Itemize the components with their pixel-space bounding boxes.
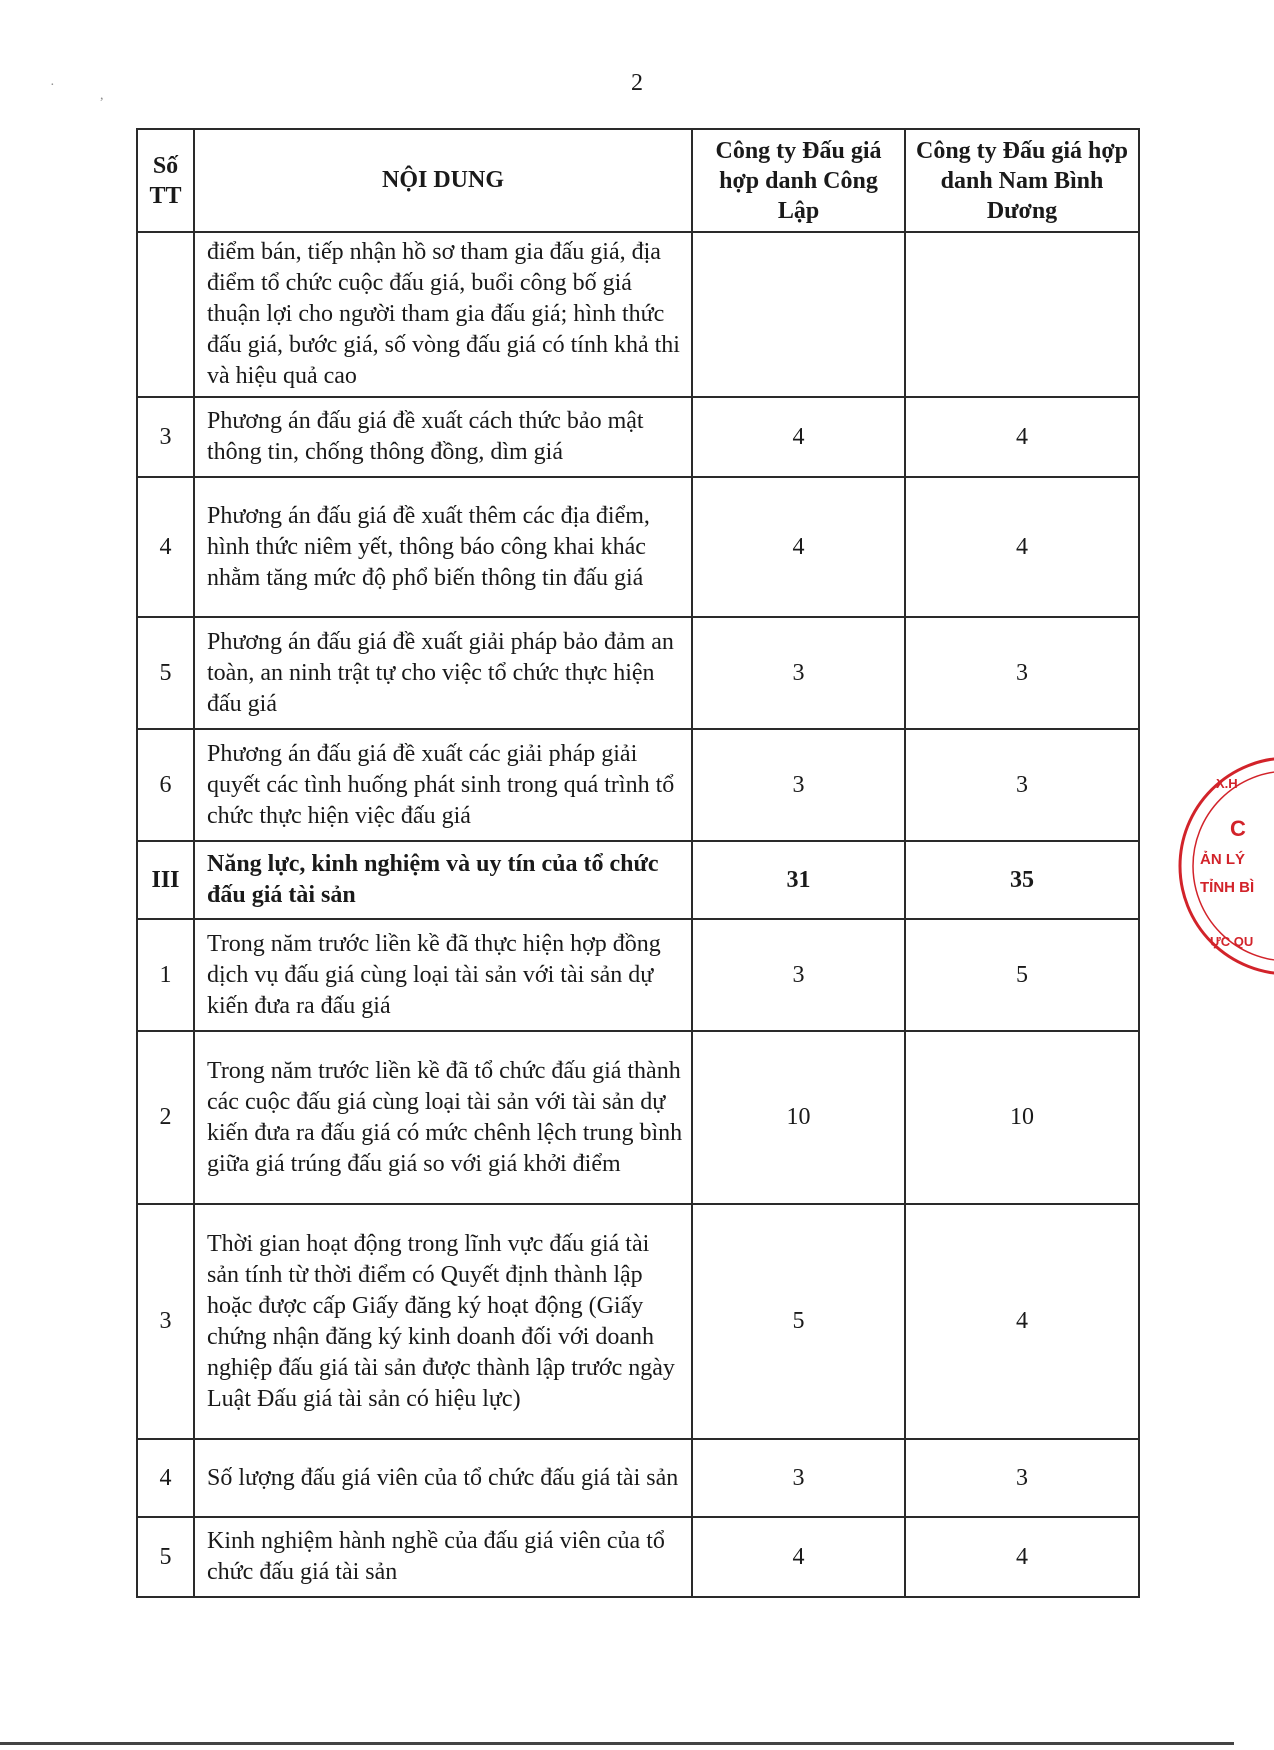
row-content: Trong năm trước liền kề đã tổ chức đấu giá thành các cuộc đấu giá cùng loại tài sản với tài sản dự kiến đưa ra đấu giá có mức chênh lệch trung bình giữa giá trúng đấu giá so với giá khởi điểm [194, 1031, 692, 1204]
row-score-company-b [905, 232, 1139, 397]
row-score-company-b: 4 [905, 1517, 1139, 1597]
table-row [137, 1517, 1139, 1597]
row-content: Phương án đấu giá đề xuất giải pháp bảo đảm an toàn, an ninh trật tự cho việc tổ chức thực hiện đấu giá [194, 617, 692, 729]
row-content: Phương án đấu giá đề xuất các giải pháp giải quyết các tình huống phát sinh trong quá trình tổ chức thực hiện việc đấu giá [194, 729, 692, 841]
table-row [137, 729, 1139, 841]
row-score-company-a: 3 [692, 617, 905, 729]
page-number: 2 [631, 70, 643, 96]
table-row [137, 1031, 1139, 1204]
scan-bottom-edge [0, 1742, 1234, 1745]
row-stt: III [137, 841, 194, 919]
row-content: Kinh nghiệm hành nghề của đấu giá viên của tổ chức đấu giá tài sản [194, 1517, 692, 1597]
row-score-company-a: 4 [692, 1517, 905, 1597]
scan-speck: · [50, 78, 55, 93]
row-stt: 4 [137, 1439, 194, 1517]
row-stt: 1 [137, 919, 194, 1031]
row-score-company-b: 3 [905, 1439, 1139, 1517]
row-stt: 4 [137, 477, 194, 617]
stamp-fragment: X.H [1216, 776, 1238, 791]
row-score-company-a: 31 [692, 841, 905, 919]
row-content: Phương án đấu giá đề xuất thêm các địa điểm, hình thức niêm yết, thông báo công khai khác nhằm tăng mức độ phổ biến thông tin đấu giá [194, 477, 692, 617]
row-score-company-a [692, 232, 905, 397]
table-row [137, 1204, 1139, 1439]
table-row [137, 617, 1139, 729]
row-stt: 2 [137, 1031, 194, 1204]
row-score-company-b: 4 [905, 397, 1139, 477]
row-score-company-b: 4 [905, 1204, 1139, 1439]
row-score-company-a: 3 [692, 919, 905, 1031]
row-score-company-b: 10 [905, 1031, 1139, 1204]
stamp-fragment: C [1230, 816, 1246, 841]
row-score-company-a: 10 [692, 1031, 905, 1204]
row-stt: 3 [137, 1204, 194, 1439]
table-row [137, 919, 1139, 1031]
row-content: Phương án đấu giá đề xuất cách thức bảo mật thông tin, chống thông đồng, dìm giá [194, 397, 692, 477]
row-content: Thời gian hoạt động trong lĩnh vực đấu giá tài sản tính từ thời điểm có Quyết định thành lập hoặc được cấp Giấy đăng ký hoạt động (Giấy chứng nhận đăng ký kinh doanh đối với doanh nghiệp đấu giá tài sản được thành lập trước ngày Luật Đấu giá tài sản có hiệu lực) [194, 1204, 692, 1439]
row-score-company-a: 3 [692, 1439, 905, 1517]
row-score-company-b: 3 [905, 617, 1139, 729]
stamp-fragment: TỈNH BÌ [1200, 879, 1255, 896]
header-company-b: Công ty Đấu giá hợp danh Nam Bình Dương [905, 129, 1139, 232]
header-company-a: Công ty Đấu giá hợp danh Công Lập [692, 129, 905, 232]
table-row [137, 397, 1139, 477]
table-row [137, 232, 1139, 397]
official-seal-stamp [1170, 756, 1266, 976]
header-content: NỘI DUNG [194, 129, 692, 232]
row-content: Năng lực, kinh nghiệm và uy tín của tổ chức đấu giá tài sản [194, 841, 692, 919]
row-score-company-a: 5 [692, 1204, 905, 1439]
table-row [137, 1439, 1139, 1517]
row-score-company-b: 4 [905, 477, 1139, 617]
row-content: Trong năm trước liền kề đã thực hiện hợp đồng dịch vụ đấu giá cùng loại tài sản với tài sản dự kiến đưa ra đấu giá [194, 919, 692, 1031]
row-stt: 5 [137, 617, 194, 729]
table-row [137, 477, 1139, 617]
table-header-row [137, 129, 1139, 232]
row-score-company-a: 4 [692, 477, 905, 617]
row-stt: 5 [137, 1517, 194, 1597]
row-content: Số lượng đấu giá viên của tổ chức đấu giá tài sản [194, 1439, 692, 1517]
table-row [137, 841, 1139, 919]
score-table [136, 128, 1140, 1598]
row-stt [137, 232, 194, 397]
row-score-company-a: 4 [692, 397, 905, 477]
row-stt: 6 [137, 729, 194, 841]
row-score-company-a: 3 [692, 729, 905, 841]
stamp-fragment: ỰC QU [1210, 934, 1254, 949]
stamp-fragment: ẢN LÝ [1200, 851, 1245, 868]
row-score-company-b: 5 [905, 919, 1139, 1031]
header-stt: Số TT [137, 129, 194, 232]
row-content: điểm bán, tiếp nhận hồ sơ tham gia đấu giá, địa điểm tổ chức cuộc đấu giá, buổi công bố giá thuận lợi cho người tham gia đấu giá; hình thức đấu giá, bước giá, số vòng đấu giá có tính khả thi và hiệu quả cao [194, 232, 692, 397]
row-stt: 3 [137, 397, 194, 477]
row-score-company-b: 3 [905, 729, 1139, 841]
table-body [137, 232, 1139, 1597]
row-score-company-b: 35 [905, 841, 1139, 919]
scan-speck: , [100, 88, 104, 103]
